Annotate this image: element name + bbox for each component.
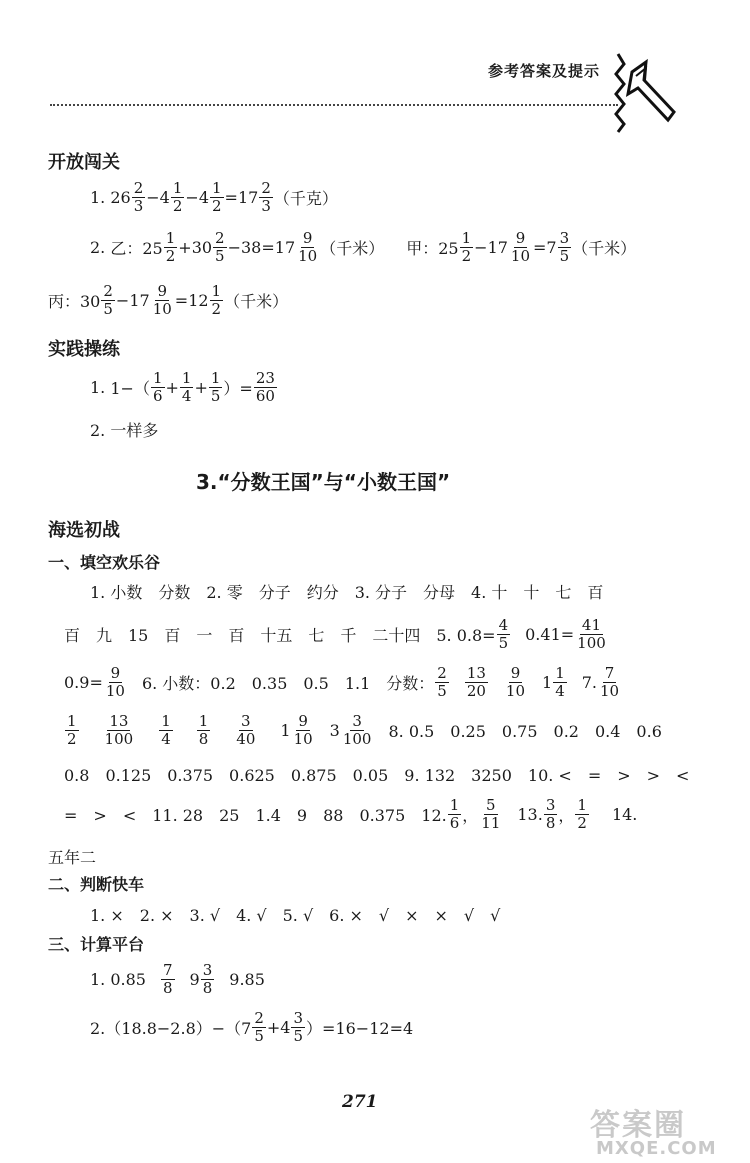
fraction: $\frac{1}{5}$ — [210, 369, 221, 405]
page-number: 271 — [342, 1092, 378, 1112]
fraction: $\frac{3}{8}$ — [545, 796, 556, 832]
fraction: $\frac{3}{40}$ — [236, 712, 256, 748]
fraction: $\frac{9}{10}$ — [510, 229, 531, 265]
unit-label: （千米） — [224, 292, 289, 311]
fraction: $\frac{2}{5}$ — [215, 229, 225, 265]
fraction: $\frac{1}{4}$ — [555, 664, 565, 700]
answer-line-p1-l3 — [64, 665, 622, 700]
expression-text: =17 — [224, 188, 259, 207]
fraction: $\frac{1}{2}$ — [577, 796, 587, 832]
answer-line-p3-q1 — [90, 962, 265, 997]
fraction: $\frac{2}{5}$ — [437, 664, 447, 700]
fraction: $\frac{2}{5}$ — [103, 282, 113, 318]
answer-line-p2: 1. × 2. × 3. √ 4. √ 5. √ 6. × √ × × √ √ — [90, 906, 501, 925]
fraction: $\frac{4}{5}$ — [498, 616, 509, 652]
answer-line-p1-l5: 0.8 0.125 0.375 0.625 0.875 0.05 9. 132 3250 10. < = > > < — [64, 766, 690, 785]
expression-text: −38=17 — [227, 238, 296, 257]
part-title-calculate: 三、计算平台 — [48, 935, 145, 954]
item-number: 2. — [90, 238, 106, 257]
part-title-judge: 二、判断快车 — [48, 875, 145, 894]
whole-number: 1 — [280, 721, 291, 740]
whole-number: 3 — [329, 721, 340, 740]
expression-text: ， — [558, 806, 575, 825]
arrow-icon — [610, 50, 682, 136]
whole-number: 9 — [189, 970, 200, 989]
watermark-url: MXQE.COM — [596, 1138, 717, 1159]
answer-line-p1-l2 — [64, 617, 609, 652]
fraction: $\frac{23}{60}$ — [255, 369, 275, 405]
fraction: $\frac{1}{2}$ — [165, 229, 176, 265]
fraction: $\frac{9}{10}$ — [293, 712, 313, 748]
expression-text: 1. 0.85 — [90, 970, 146, 989]
answer-line-p1-l1: 1. 小数 分数 2. 零 分子 约分 3. 分子 分母 4. 十 十 七 百 — [90, 583, 604, 602]
answer-line-s2-q1 — [90, 370, 278, 405]
expression-text: ）=16−12=4 — [306, 1019, 414, 1038]
whole-number: 26 — [110, 188, 131, 207]
expression-text: +4 — [266, 1018, 291, 1037]
fraction: $\frac{9}{10}$ — [505, 664, 526, 700]
expression-text: 0.9= — [64, 673, 103, 692]
expression-text: 0.41= — [525, 625, 575, 644]
fraction: $\frac{1}{6}$ — [152, 369, 163, 405]
expression-text: 丙：30 — [48, 292, 101, 311]
answer-line-p1-l4 — [64, 713, 662, 748]
chapter-title: 3.“分数王国”与“小数王国” — [196, 470, 451, 494]
expression-text: −4 — [185, 188, 209, 207]
section-title-open: 开放闯关 — [48, 152, 120, 173]
fraction: $\frac{2}{5}$ — [254, 1009, 264, 1045]
expression-text: 甲：25 — [406, 239, 459, 258]
fraction: $\frac{7}{10}$ — [600, 664, 620, 700]
fraction: $\frac{1}{4}$ — [161, 712, 171, 748]
item-number: 1. — [90, 188, 106, 207]
fraction: $\frac{3}{100}$ — [342, 712, 372, 748]
fraction: $\frac{9}{10}$ — [298, 229, 318, 265]
fraction: $\frac{9}{10}$ — [105, 664, 125, 700]
expression-text: = > < 11. 28 25 1.4 9 88 0.375 12. — [64, 806, 447, 825]
expression-text: 1−（ — [110, 379, 150, 398]
fraction: $\frac{9}{10}$ — [152, 282, 172, 318]
expression-text: 13. — [517, 805, 543, 824]
unit-label: （千克） — [273, 189, 338, 208]
expression-text: −17 — [115, 291, 150, 310]
fraction: $\frac{1}{2}$ — [67, 712, 77, 748]
answer-line-s1-q2b — [48, 283, 288, 318]
expression-text: + — [194, 378, 208, 397]
expression-text: 9.85 — [229, 970, 265, 989]
fraction: $\frac{1}{2}$ — [212, 179, 222, 215]
fraction: $\frac{7}{8}$ — [162, 961, 173, 997]
expression-text: +30 — [178, 238, 213, 257]
fraction: $\frac{1}{2}$ — [211, 282, 222, 318]
part-title-fill-blank: 一、填空欢乐谷 — [48, 553, 161, 572]
expression-text: ）= — [223, 379, 253, 398]
fraction: $\frac{3}{5}$ — [559, 229, 570, 265]
answer-line-p1-l6 — [64, 797, 637, 832]
expression-text: 6. 小数：0.2 0.35 0.5 1.1 分数： — [141, 674, 435, 693]
answer-line-s1-q2 — [90, 230, 636, 265]
unit-label: （千米） — [572, 239, 637, 258]
expression-text: =12 — [174, 291, 209, 310]
fraction: $\frac{1}{8}$ — [198, 712, 209, 748]
fraction: $\frac{1}{2}$ — [461, 229, 472, 265]
item-number: 1. — [90, 378, 106, 397]
expression-text: 2.（18.8−2.8）−（7 — [90, 1019, 252, 1038]
answer-line-s2-q2: 2. 一样多 — [90, 421, 159, 440]
fraction: $\frac{1}{4}$ — [181, 369, 192, 405]
answer-line-p3-q2 — [90, 1010, 413, 1045]
expression-text: −4 — [146, 188, 170, 207]
answer-line-s1-q1 — [90, 180, 338, 215]
section-title-practice: 实践操练 — [48, 339, 120, 360]
fraction: $\frac{13}{100}$ — [104, 712, 134, 748]
expression-text: −17 — [474, 238, 508, 257]
expression-text: 百 九 15 百 一 百 十五 七 千 二十四 5. 0.8= — [64, 626, 496, 645]
fraction: $\frac{3}{8}$ — [202, 961, 213, 997]
answer-line-p1-l7: 五年二 — [48, 848, 97, 867]
header-divider — [50, 104, 618, 106]
unit-label: （千米） — [320, 239, 385, 258]
expression-text: ， — [462, 806, 479, 825]
watermark-logo: 答案圈 — [590, 1108, 686, 1143]
expression-text: 14. — [611, 805, 638, 824]
expression-text: 7. — [581, 673, 598, 692]
header-title: 参考答案及提示 — [488, 62, 601, 80]
expression-text: 8. 0.5 0.25 0.75 0.2 0.4 0.6 — [388, 722, 662, 741]
fraction: $\frac{13}{20}$ — [466, 664, 486, 700]
section-title-audition: 海选初战 — [48, 520, 120, 541]
fraction: $\frac{3}{5}$ — [293, 1009, 304, 1045]
fraction: $\frac{1}{6}$ — [449, 796, 460, 832]
expression-text: 乙：25 — [110, 239, 163, 258]
fraction: $\frac{5}{11}$ — [481, 796, 501, 832]
expression-text: + — [165, 378, 179, 397]
fraction: $\frac{1}{2}$ — [172, 179, 183, 215]
fraction: $\frac{2}{3}$ — [133, 179, 144, 215]
fraction: $\frac{2}{3}$ — [261, 179, 271, 215]
expression-text: =7 — [533, 238, 557, 257]
whole-number: 1 — [542, 673, 553, 692]
fraction: $\frac{41}{100}$ — [577, 616, 606, 652]
